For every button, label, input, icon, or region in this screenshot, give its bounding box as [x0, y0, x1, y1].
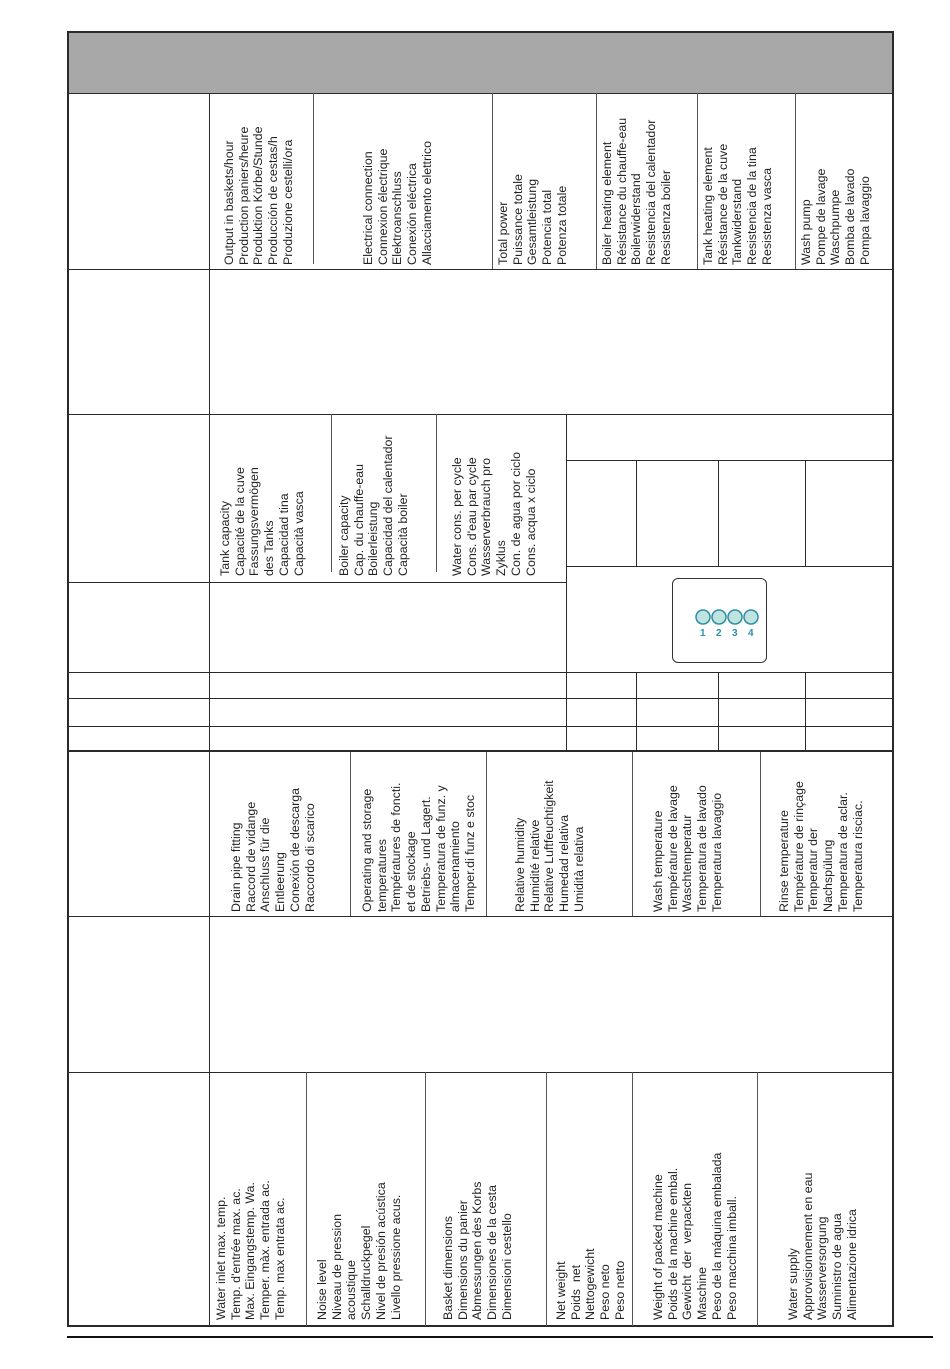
label-line: Potencia total: [540, 189, 555, 265]
label-line: Potenza totale: [554, 185, 569, 265]
label-line: Tank heating element: [701, 147, 715, 265]
label-line: Temperatura de funz. y: [433, 785, 448, 912]
label-total-power: [496, 174, 570, 265]
label-line: Cap. du chauffe-eau: [351, 463, 366, 576]
label-separator: [546, 1072, 547, 1326]
label-line: Allacciamento elettrico: [419, 141, 434, 265]
label-line: Resistenza boiler: [658, 169, 673, 265]
label-line: Températures de foncti.: [389, 782, 404, 912]
label-line: Nettogewicht: [583, 1248, 598, 1320]
label-line: Electrical connection: [361, 151, 375, 265]
label-basket-dimensions: [441, 1182, 515, 1320]
label-line: Cons. acqua x ciclo: [523, 468, 538, 576]
label-line: Raccordo di scarico: [302, 803, 317, 912]
row-divider: [67, 269, 894, 270]
row-divider: [67, 916, 894, 917]
label-separator: [697, 93, 698, 269]
label-line: temperatures: [374, 838, 389, 912]
label-line: Temperatura de aclar.: [835, 792, 850, 912]
label-line: Conexión eléctrica: [405, 163, 420, 265]
label-line: Tankwiderstand: [730, 178, 745, 265]
table-border-top: [67, 31, 894, 33]
label-line: Capacità boiler: [395, 493, 410, 576]
label-line: Water supply: [786, 1248, 800, 1320]
label-line: Produktion Körbe/Stunde: [251, 126, 266, 265]
label-line: Peso neto: [598, 1264, 613, 1320]
label-line: Producción de cestas/h: [266, 136, 281, 265]
label-line: Max. Eingangstemp. Wa.: [243, 1182, 258, 1320]
label-line: Température de lavage: [665, 785, 680, 912]
label-line: Conexión de descarga: [287, 788, 302, 912]
label-line: Cons. d'eau par cycle: [464, 457, 479, 576]
button-number-4: 4: [748, 628, 754, 639]
label-line: Résistance de la cuve: [715, 143, 730, 265]
label-line: almacenamiento: [448, 821, 463, 912]
label-electrical: [361, 141, 435, 265]
row-divider: [566, 566, 892, 567]
label-line: Wash pump: [799, 199, 813, 265]
label-drain-fitting: [229, 788, 317, 912]
label-separator: [331, 414, 332, 572]
label-line: Maschine: [695, 1266, 710, 1320]
label-line: Puissance totale: [510, 174, 525, 265]
label-water-inlet-temp: [214, 1180, 288, 1320]
label-separator: [350, 752, 351, 916]
program-buttons-icon: [672, 578, 767, 663]
label-line: Entleerung: [273, 852, 288, 912]
label-line: Zyklus: [494, 540, 509, 576]
label-line: Pompa lavaggio: [857, 176, 872, 265]
label-line: Temper.di funz e stoc: [462, 794, 477, 912]
column-divider: [718, 460, 719, 566]
label-line: Résistance du chauffe-eau: [614, 117, 629, 265]
label-line: et de stockage: [404, 831, 419, 912]
row-divider: [67, 698, 894, 699]
label-line: Abmessungen des Korbs: [470, 1181, 485, 1320]
label-line: Basket dimensions: [441, 1216, 455, 1320]
label-line: Temperatur der: [806, 827, 821, 912]
label-packed-weight: [651, 1153, 739, 1320]
label-separator: [486, 752, 487, 916]
label-water-consumption: [450, 452, 538, 576]
label-line: Température de rinçage: [791, 781, 806, 912]
label-separator: [436, 414, 437, 572]
label-separator: [760, 752, 761, 916]
label-line: Betriebs- und Lagert.: [418, 796, 433, 912]
row-divider: [67, 672, 894, 673]
label-line: Nachspülung: [821, 839, 836, 912]
label-line: Poids net: [568, 1264, 583, 1320]
label-line: Temperatura de lavado: [695, 785, 710, 912]
label-line: Boiler heating element: [600, 141, 614, 265]
row-divider: [67, 750, 894, 752]
button-number-3: 3: [732, 628, 738, 639]
label-line: Produzione cestelli/ora: [280, 139, 295, 265]
column-divider: [636, 672, 637, 751]
label-line: Relative Luftfeuchtigkeit: [542, 780, 557, 912]
label-line: Peso netto: [612, 1260, 627, 1320]
label-line: Water cons. per cycle: [450, 457, 464, 576]
label-separator: [492, 93, 493, 269]
label-separator: [306, 1072, 307, 1326]
label-line: Waschtemperatur: [680, 814, 695, 912]
label-line: Net weight: [554, 1261, 568, 1320]
label-line: Resistenza vasca: [759, 167, 774, 265]
label-line: Poids de la machine embal.: [665, 1167, 680, 1320]
label-line: Resistencia de la tina: [745, 147, 760, 265]
label-tank-capacity: [218, 467, 306, 576]
label-line: Total power: [496, 201, 510, 265]
label-noise-level: [315, 1182, 403, 1320]
control-panel-icon: [672, 578, 767, 663]
footer-rule: [67, 1336, 933, 1338]
label-line: Weight of packed machine: [651, 1174, 665, 1320]
label-line: Capacidad del calentador: [381, 435, 396, 576]
row-divider: [67, 1072, 894, 1073]
label-line: Drain pipe fitting: [229, 822, 243, 912]
label-line: Capacidad tina: [276, 493, 291, 576]
label-line: Humedad relativa: [557, 814, 572, 912]
label-line: Temp. max entrata ac.: [272, 1197, 287, 1320]
label-separator: [632, 1072, 633, 1326]
row-divider: [566, 460, 892, 461]
button-number-1: 1: [700, 628, 706, 639]
label-line: Humidité relative: [527, 819, 542, 912]
column-divider: [805, 672, 806, 751]
column-divider: [209, 93, 210, 1326]
label-separator: [795, 93, 796, 269]
column-divider: [805, 460, 806, 566]
label-line: Dimensiones de la cesta: [485, 1185, 500, 1320]
label-line: Fassungsvermögen: [247, 467, 262, 576]
label-line: Temperatura lavaggio: [709, 792, 724, 912]
label-line: Rinse temperature: [777, 810, 791, 912]
label-line: Schalldruckpegel: [359, 1225, 374, 1320]
label-line: Capacité de la cuve: [232, 467, 247, 576]
label-line: Operating and storage: [360, 788, 374, 912]
label-boiler-capacity: [337, 435, 411, 576]
label-line: Waschpumpe: [828, 189, 843, 265]
label-line: Peso de la máquina embalada: [709, 1152, 724, 1320]
table-border-right: [892, 31, 894, 1326]
label-line: Con. de agua por ciclo: [508, 452, 523, 576]
label-line: des Tanks: [262, 520, 277, 576]
label-line: Boiler capacity: [337, 495, 351, 576]
label-output: [222, 127, 296, 265]
label-separator: [596, 93, 597, 269]
label-line: Raccord de vidange: [243, 801, 258, 912]
label-line: Relative humidity: [513, 817, 527, 912]
label-line: Approvisionnement en eau: [800, 1172, 815, 1320]
button-number-2: 2: [716, 628, 722, 639]
label-line: Output in baskets/hour: [222, 140, 236, 265]
table-border-left: [67, 31, 69, 1326]
label-line: Temper. màx. entrada ac.: [258, 1180, 273, 1320]
label-net-weight: [554, 1248, 628, 1320]
column-divider: [566, 414, 567, 751]
label-line: Gewicht der verpackten: [680, 1182, 695, 1320]
label-line: Anschluss für die: [258, 817, 273, 912]
label-line: Capacità vasca: [291, 491, 306, 576]
label-wash-temperature: [651, 785, 725, 912]
label-line: Noise level: [315, 1259, 329, 1320]
label-line: Bomba de lavado: [843, 168, 858, 265]
column-divider: [718, 672, 719, 751]
table-border-bottom: [67, 1325, 894, 1327]
row-divider: [67, 93, 894, 94]
row-divider: [67, 582, 567, 583]
label-line: Production paniers/heure: [236, 126, 251, 265]
label-line: Gesamtleistung: [525, 178, 540, 265]
table-header-band: [67, 31, 893, 93]
label-line: Resistencia del calentador: [644, 119, 659, 265]
label-line: acoustique: [344, 1260, 359, 1320]
label-boiler-heating: [600, 118, 674, 265]
row-divider: [67, 726, 894, 727]
label-separator: [425, 1072, 426, 1326]
label-separator: [313, 93, 314, 264]
label-line: Livello pressione acus.: [388, 1194, 403, 1320]
label-line: Temperatura risciac.: [850, 800, 865, 912]
label-line: Suministro de agua: [830, 1213, 845, 1320]
label-line: Peso macchina imball.: [724, 1196, 739, 1320]
row-divider: [67, 414, 894, 415]
label-line: Wasserversorgung: [815, 1216, 830, 1320]
label-line: Wash temperature: [651, 810, 665, 912]
label-line: Alimentazione idrica: [844, 1209, 859, 1320]
label-line: Elektroanschluss: [390, 171, 405, 265]
label-wash-pump: [799, 169, 873, 265]
label-separator: [632, 752, 633, 916]
label-operating-temps: [360, 783, 478, 912]
label-water-supply: [786, 1173, 860, 1320]
label-relative-humidity: [513, 780, 587, 912]
label-line: Temp. d'entrée max. ac.: [228, 1188, 243, 1320]
label-line: Niveau de pression: [329, 1213, 344, 1320]
label-tank-heating: [701, 144, 775, 265]
label-separator: [757, 1072, 758, 1326]
label-line: Wasserverbrauch pro: [479, 458, 494, 576]
label-line: Water inlet max. temp.: [214, 1196, 228, 1320]
label-rinse-temperature: [777, 781, 865, 912]
label-line: Tank capacity: [218, 500, 232, 576]
label-line: Nivel de presión acústica: [373, 1182, 388, 1320]
label-line: Connexion électrique: [375, 148, 390, 265]
label-line: Dimensioni cestello: [499, 1213, 514, 1320]
label-line: Umidità relativa: [571, 826, 586, 912]
label-line: Boilerleistung: [366, 501, 381, 576]
label-line: Dimensions du panier: [455, 1200, 470, 1320]
label-line: Boilerwiderstand: [629, 173, 644, 265]
label-line: Pompe de lavage: [813, 168, 828, 265]
column-divider: [636, 460, 637, 566]
